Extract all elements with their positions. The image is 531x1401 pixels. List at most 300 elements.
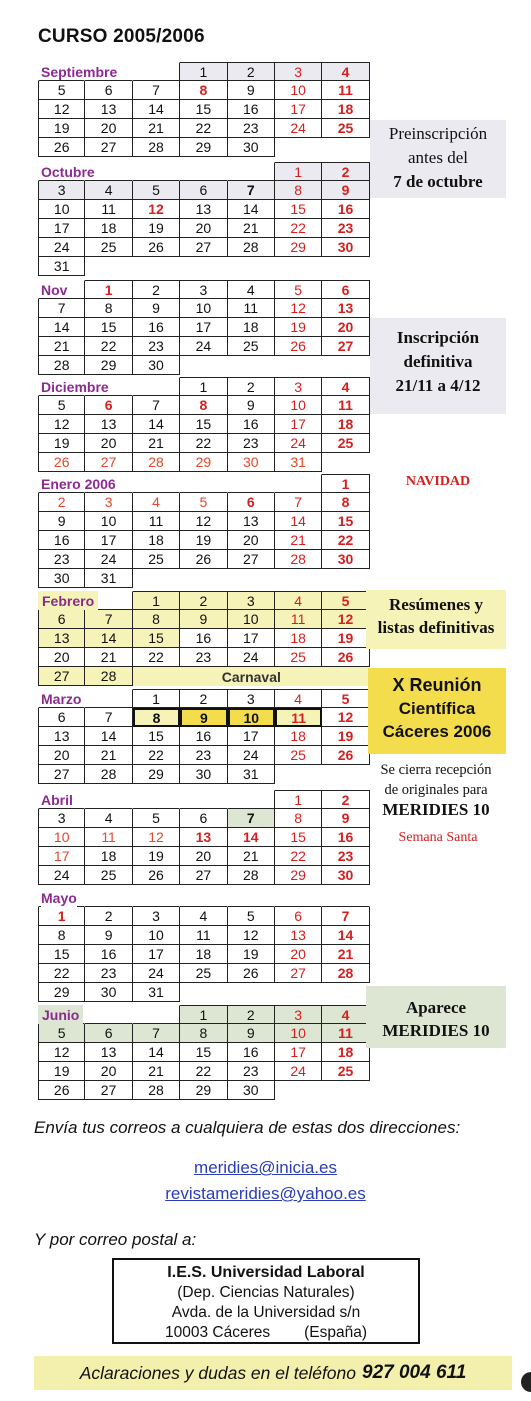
day-cell: 21 — [85, 648, 132, 667]
day-cell: 12 — [38, 100, 85, 119]
day-cell: 5 — [180, 493, 227, 512]
day-cell: 1 — [133, 591, 180, 610]
day-cell: 4 — [322, 377, 369, 396]
day-cell: 27 — [85, 1081, 132, 1100]
day-cell: 23 — [85, 964, 132, 983]
day-cell: 20 — [38, 746, 85, 765]
day-cell — [180, 983, 227, 1002]
day-cell: 11 — [275, 610, 322, 629]
day-cell: 27 — [322, 337, 369, 356]
note-line: MERIDIES 10 — [382, 800, 490, 819]
day-cell: 12 — [38, 415, 85, 434]
day-cell: 20 — [38, 648, 85, 667]
day-cell: 25 — [275, 746, 322, 765]
day-cell: 28 — [275, 550, 322, 569]
day-cell — [275, 569, 322, 588]
day-cell — [228, 474, 275, 493]
week-row — [38, 569, 370, 588]
day-cell — [228, 888, 275, 907]
week-row — [38, 257, 370, 276]
day-cell: 15 — [180, 415, 227, 434]
week-row — [38, 809, 370, 828]
day-cell: 12 — [228, 926, 275, 945]
note-line: antes del — [408, 148, 468, 167]
day-cell: 9 — [85, 926, 132, 945]
day-cell: 10 — [180, 299, 227, 318]
month-label: Nov — [41, 281, 68, 298]
day-cell: 31 — [228, 765, 275, 784]
day-cell: 28 — [85, 765, 132, 784]
week-row — [38, 299, 370, 318]
day-cell: 26 — [322, 648, 369, 667]
day-cell: 3 — [275, 62, 322, 81]
day-cell: 22 — [85, 337, 132, 356]
week-row — [38, 356, 370, 375]
day-cell: 19 — [38, 119, 85, 138]
day-cell: 2 — [38, 493, 85, 512]
day-cell: 13 — [180, 200, 227, 219]
day-cell: 24 — [275, 434, 322, 453]
day-cell: 17 — [275, 100, 322, 119]
month-block — [38, 62, 370, 157]
day-cell: 13 — [85, 415, 132, 434]
day-cell: 16 — [322, 200, 369, 219]
day-cell: 2 — [180, 689, 227, 708]
day-cell — [275, 888, 322, 907]
week-row — [38, 983, 370, 1002]
day-cell: 12 — [322, 610, 369, 629]
day-cell: 6 — [85, 396, 132, 415]
day-cell: 1 — [180, 377, 227, 396]
day-cell: 7 — [275, 493, 322, 512]
day-cell: 29 — [85, 356, 132, 375]
day-cell: 15 — [275, 200, 322, 219]
week-row — [38, 828, 370, 847]
day-cell: 25 — [228, 337, 275, 356]
day-cell: 8 — [38, 926, 85, 945]
day-cell: 13 — [38, 727, 85, 746]
week-row — [38, 689, 370, 708]
day-cell: 18 — [322, 1043, 369, 1062]
week-row — [38, 200, 370, 219]
day-cell: 22 — [133, 746, 180, 765]
day-cell — [322, 138, 369, 157]
day-cell: 22 — [180, 434, 227, 453]
day-cell — [228, 356, 275, 375]
day-cell: 29 — [275, 866, 322, 885]
week-row — [38, 1005, 370, 1024]
note-line: Cáceres 2006 — [382, 722, 492, 741]
day-cell: 14 — [322, 926, 369, 945]
month-label: Diciembre — [41, 378, 109, 395]
day-cell — [133, 1005, 180, 1024]
day-cell: 18 — [322, 100, 369, 119]
week-row — [38, 1024, 370, 1043]
day-cell: 7 — [133, 81, 180, 100]
day-cell: 17 — [275, 415, 322, 434]
note-line: Semana Santa — [398, 830, 478, 845]
day-cell: 13 — [85, 100, 132, 119]
day-cell: 26 — [38, 453, 85, 472]
week-row — [38, 280, 370, 299]
email-link[interactable]: meridies@inicia.es — [194, 1158, 337, 1177]
day-cell: 24 — [85, 550, 132, 569]
day-cell: 1 — [180, 1005, 227, 1024]
day-cell: 5 — [275, 280, 322, 299]
day-cell: 28 — [228, 866, 275, 885]
day-cell: 4 — [133, 493, 180, 512]
reunion-note — [368, 668, 506, 754]
day-cell: 2 — [133, 280, 180, 299]
day-cell: 13 — [85, 1043, 132, 1062]
day-cell: 29 — [180, 138, 227, 157]
day-cell: 9 — [38, 512, 85, 531]
note-line: definitiva — [403, 352, 473, 371]
day-cell: 14 — [38, 318, 85, 337]
month-block — [38, 888, 370, 1002]
day-cell: 24 — [133, 964, 180, 983]
day-cell: 31 — [133, 983, 180, 1002]
day-cell: 23 — [38, 550, 85, 569]
day-cell — [180, 569, 227, 588]
day-cell: 10 — [275, 396, 322, 415]
day-cell: 7 — [85, 708, 132, 727]
day-cell: 13 — [38, 629, 85, 648]
day-cell: 26 — [133, 866, 180, 885]
day-cell: 2 — [85, 907, 132, 926]
day-cell: 25 — [322, 119, 369, 138]
day-cell: 12 — [180, 512, 227, 531]
day-cell: 17 — [85, 531, 132, 550]
day-cell: 4 — [322, 1005, 369, 1024]
cierre-note — [362, 760, 510, 820]
note-line: Preinscripción — [388, 124, 488, 143]
day-cell: 28 — [322, 964, 369, 983]
day-cell: 10 — [228, 708, 275, 727]
day-cell: 5 — [133, 181, 180, 200]
day-cell: 4 — [322, 62, 369, 81]
week-row — [38, 396, 370, 415]
day-cell: 1 — [180, 62, 227, 81]
day-cell: 13 — [322, 299, 369, 318]
day-cell — [275, 356, 322, 375]
day-cell: 9 — [322, 809, 369, 828]
day-cell: 29 — [180, 1081, 227, 1100]
day-cell — [275, 257, 322, 276]
day-cell: 24 — [228, 648, 275, 667]
day-cell: 17 — [38, 847, 85, 866]
week-row — [38, 790, 370, 809]
day-cell — [275, 765, 322, 784]
day-cell: 31 — [85, 569, 132, 588]
day-cell: 10 — [85, 512, 132, 531]
day-cell: 2 — [180, 591, 227, 610]
week-row — [38, 907, 370, 926]
day-cell: 3 — [133, 907, 180, 926]
week-row — [38, 648, 370, 667]
day-cell: 29 — [275, 238, 322, 257]
week-row — [38, 100, 370, 119]
day-cell: 26 — [322, 746, 369, 765]
day-cell: 22 — [275, 847, 322, 866]
day-cell: 25 — [133, 550, 180, 569]
day-cell: 16 — [38, 531, 85, 550]
day-cell: 21 — [85, 746, 132, 765]
day-cell: 15 — [85, 318, 132, 337]
day-cell: 12 — [133, 828, 180, 847]
day-cell — [85, 1005, 132, 1024]
week-row — [38, 493, 370, 512]
day-cell: 24 — [38, 238, 85, 257]
day-cell: 8 — [133, 610, 180, 629]
day-cell — [133, 569, 180, 588]
day-cell: 24 — [38, 866, 85, 885]
day-cell: 7 — [322, 907, 369, 926]
week-row — [38, 1081, 370, 1100]
day-cell: 19 — [322, 727, 369, 746]
week-row — [38, 765, 370, 784]
note-line: listas definitivas — [377, 618, 495, 637]
month-label: Enero 2006 — [41, 475, 116, 492]
day-cell: 11 — [133, 512, 180, 531]
day-cell — [322, 983, 369, 1002]
day-cell: 18 — [85, 847, 132, 866]
day-cell: 6 — [180, 181, 227, 200]
week-row — [38, 888, 370, 907]
day-cell: 22 — [275, 219, 322, 238]
day-cell: 16 — [322, 828, 369, 847]
page-edge-mark — [521, 1372, 531, 1392]
day-cell: 10 — [38, 828, 85, 847]
day-cell: 7 — [38, 299, 85, 318]
day-cell: 22 — [322, 531, 369, 550]
month-label: Mayo — [41, 889, 77, 906]
day-cell: 4 — [275, 591, 322, 610]
day-cell: 22 — [133, 648, 180, 667]
day-cell: 11 — [322, 1024, 369, 1043]
day-cell: 5 — [38, 396, 85, 415]
day-cell — [180, 162, 227, 181]
day-cell: 30 — [322, 238, 369, 257]
day-cell — [85, 257, 132, 276]
day-cell: 30 — [322, 550, 369, 569]
week-row — [38, 119, 370, 138]
day-cell: 16 — [180, 629, 227, 648]
day-cell: 14 — [133, 415, 180, 434]
day-cell: 7 — [228, 181, 275, 200]
day-cell: 29 — [133, 765, 180, 784]
day-cell: 25 — [322, 434, 369, 453]
day-cell: 26 — [275, 337, 322, 356]
day-cell: 19 — [38, 1062, 85, 1081]
day-cell: 26 — [38, 138, 85, 157]
day-cell: 14 — [85, 629, 132, 648]
day-cell: 27 — [38, 765, 85, 784]
day-cell: 14 — [85, 727, 132, 746]
day-cell — [85, 689, 132, 708]
day-cell: 30 — [85, 983, 132, 1002]
day-cell: 27 — [228, 550, 275, 569]
day-cell: 5 — [133, 809, 180, 828]
day-cell: 6 — [322, 280, 369, 299]
note-line: MERIDIES 10 — [382, 1021, 490, 1040]
email-link[interactable]: revistameridies@yahoo.es — [165, 1184, 366, 1203]
day-cell: 26 — [38, 1081, 85, 1100]
day-cell: 20 — [180, 847, 227, 866]
day-cell — [133, 162, 180, 181]
day-cell: 21 — [228, 847, 275, 866]
day-cell: 2 — [228, 62, 275, 81]
day-cell: 17 — [228, 629, 275, 648]
day-cell: 29 — [180, 453, 227, 472]
month-block — [38, 790, 370, 885]
resumenes-note — [366, 590, 506, 649]
day-cell: 12 — [133, 200, 180, 219]
day-cell: 10 — [228, 610, 275, 629]
day-cell: 1 — [275, 790, 322, 809]
day-cell: 21 — [275, 531, 322, 550]
day-cell: 19 — [133, 219, 180, 238]
day-cell: 1 — [38, 907, 85, 926]
week-row — [38, 453, 370, 472]
day-cell: 2 — [322, 790, 369, 809]
day-cell: 3 — [180, 280, 227, 299]
day-cell — [133, 257, 180, 276]
day-cell: 2 — [228, 1005, 275, 1024]
day-cell: 9 — [180, 610, 227, 629]
day-cell — [133, 474, 180, 493]
day-cell: 26 — [228, 964, 275, 983]
day-cell: 7 — [133, 396, 180, 415]
day-cell: 6 — [228, 493, 275, 512]
day-cell: 24 — [228, 746, 275, 765]
day-cell: 28 — [133, 453, 180, 472]
week-row — [38, 866, 370, 885]
day-cell — [180, 888, 227, 907]
day-cell: 14 — [228, 200, 275, 219]
day-cell: 25 — [180, 964, 227, 983]
day-cell: 22 — [180, 119, 227, 138]
day-cell: 3 — [228, 591, 275, 610]
day-cell: 13 — [180, 828, 227, 847]
day-cell: 30 — [38, 569, 85, 588]
week-row — [38, 926, 370, 945]
page-title: CURSO 2005/2006 — [38, 26, 205, 47]
day-cell — [228, 790, 275, 809]
day-cell: 9 — [180, 708, 227, 727]
week-row — [38, 629, 370, 648]
day-cell: 21 — [38, 337, 85, 356]
day-cell: 28 — [228, 238, 275, 257]
month-label: Octubre — [41, 163, 95, 180]
day-cell: 17 — [180, 318, 227, 337]
day-cell: 11 — [322, 396, 369, 415]
day-cell: 24 — [275, 119, 322, 138]
day-cell: 23 — [228, 1062, 275, 1081]
carnaval-banner: Carnaval — [133, 667, 370, 686]
day-cell: 19 — [180, 531, 227, 550]
day-cell: 21 — [322, 945, 369, 964]
day-cell: 25 — [322, 1062, 369, 1081]
month-block — [38, 162, 370, 276]
day-cell: 8 — [180, 81, 227, 100]
day-cell: 20 — [322, 318, 369, 337]
day-cell: 18 — [322, 415, 369, 434]
postal-intro: Y por correo postal a: — [34, 1230, 197, 1249]
day-cell — [133, 790, 180, 809]
day-cell: 18 — [85, 219, 132, 238]
aparece-note — [366, 986, 506, 1048]
day-cell: 3 — [38, 809, 85, 828]
week-row — [38, 610, 370, 629]
day-cell: 18 — [228, 318, 275, 337]
day-cell: 18 — [180, 945, 227, 964]
day-cell — [322, 569, 369, 588]
week-row — [38, 337, 370, 356]
day-cell — [85, 888, 132, 907]
month-label: Marzo — [41, 690, 82, 707]
day-cell: 1 — [275, 162, 322, 181]
day-cell: 23 — [180, 746, 227, 765]
day-cell: 10 — [275, 81, 322, 100]
note-line: Científica — [398, 699, 476, 718]
day-cell: 15 — [180, 100, 227, 119]
day-cell: 27 — [85, 453, 132, 472]
address-city-row — [114, 1323, 418, 1343]
day-cell — [228, 983, 275, 1002]
day-cell: 17 — [228, 727, 275, 746]
day-cell — [180, 474, 227, 493]
note-line: NAVIDAD — [405, 474, 471, 489]
day-cell: 10 — [133, 926, 180, 945]
month-label: Abril — [41, 791, 73, 808]
day-cell: 6 — [85, 81, 132, 100]
day-cell — [322, 888, 369, 907]
week-row — [38, 945, 370, 964]
day-cell: 29 — [38, 983, 85, 1002]
day-cell: 6 — [85, 1024, 132, 1043]
day-cell: 5 — [322, 591, 369, 610]
day-cell: 14 — [228, 828, 275, 847]
day-cell: 21 — [133, 119, 180, 138]
day-cell: 2 — [228, 377, 275, 396]
day-cell: 14 — [275, 512, 322, 531]
day-cell — [133, 377, 180, 396]
day-cell: 19 — [228, 945, 275, 964]
address-name: I.E.S. Universidad Laboral — [167, 1264, 365, 1281]
week-row — [38, 531, 370, 550]
day-cell: 20 — [228, 531, 275, 550]
week-row — [38, 550, 370, 569]
week-row — [38, 708, 370, 727]
day-cell: 30 — [180, 765, 227, 784]
week-row — [38, 1062, 370, 1081]
day-cell: 9 — [228, 1024, 275, 1043]
day-cell — [322, 453, 369, 472]
day-cell — [275, 1081, 322, 1100]
day-cell — [322, 1081, 369, 1100]
day-cell: 19 — [275, 318, 322, 337]
email-intro: Envía tus correos a cualquiera de estas dos direcciones: — [34, 1118, 461, 1137]
day-cell: 16 — [228, 100, 275, 119]
day-cell: 21 — [133, 1062, 180, 1081]
phone-bar — [34, 1356, 512, 1390]
day-cell: 10 — [38, 200, 85, 219]
note-line: 21/11 a 4/12 — [395, 376, 481, 395]
day-cell: 8 — [180, 1024, 227, 1043]
day-cell: 6 — [275, 907, 322, 926]
week-row — [38, 415, 370, 434]
